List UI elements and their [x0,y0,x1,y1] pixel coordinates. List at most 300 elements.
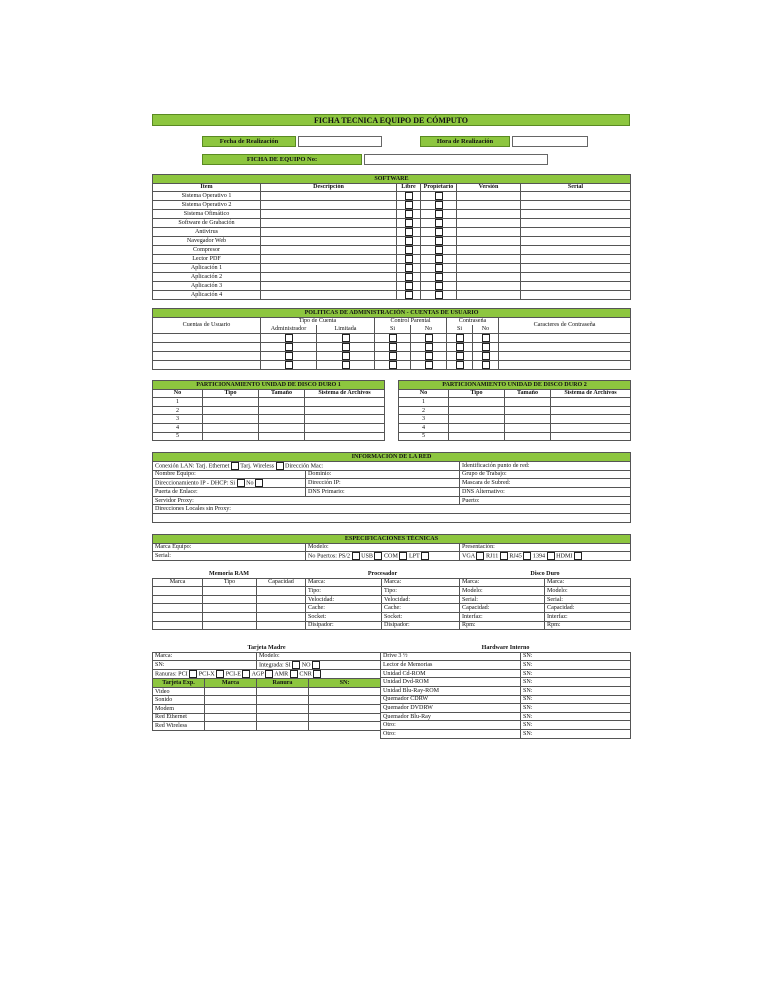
ram-tipo-field[interactable] [203,604,257,613]
exp-row [153,704,381,713]
conexion-label: Conexión LAN: [155,463,195,469]
admin-checkbox[interactable] [285,361,293,369]
proc-field: Cache: [382,604,460,613]
propietario-checkbox-cell [421,201,457,210]
puertos-row [306,552,460,561]
particion-tamano-field[interactable] [505,398,551,407]
pw-no-checkbox-cell [473,333,499,342]
ram-col-marca: Marca [153,578,203,587]
pw-si-checkbox[interactable] [456,334,464,342]
software-section [152,174,630,300]
hardware-row [381,652,631,661]
libre-checkbox[interactable] [405,273,413,281]
ps2-checkbox[interactable] [352,552,360,560]
madre-section [152,644,380,731]
particion-tipo-field[interactable] [449,423,505,432]
ram-tipo-field[interactable] [203,587,257,596]
software-row [153,282,631,291]
serial-field[interactable] [521,237,631,246]
cp-no-checkbox[interactable] [425,343,433,351]
cp-no-checkbox[interactable] [425,361,433,369]
limitada-checkbox[interactable] [342,343,350,351]
particion-tipo-field[interactable] [449,415,505,424]
libre-checkbox[interactable] [405,291,413,299]
software-row [153,246,631,255]
dominio-label: Dominio: [306,470,460,479]
serial-field[interactable] [521,192,631,201]
dhcp-si-label: Si [229,480,236,487]
exp-marca-field[interactable] [205,713,257,722]
pcie-checkbox[interactable] [242,670,250,678]
ip-label: Dirección IP: [306,479,460,488]
particion-tipo-field[interactable] [203,406,259,415]
hardware-sn: SN: [521,695,631,704]
caracteres-field[interactable] [499,351,631,360]
exp-sn-field[interactable] [309,687,381,696]
hardware-item: Quemador CDRW [381,695,521,704]
hardware-sn: SN: [521,721,631,730]
software-desc-field[interactable] [261,201,397,210]
particion-sistema-field[interactable] [551,432,631,441]
version-field[interactable] [457,237,521,246]
software-row [153,219,631,228]
proc-field: Marca: [382,578,460,587]
hdmi-label: HDMI [556,553,573,560]
propietario-checkbox[interactable] [435,219,443,227]
particion-tipo-field[interactable] [203,432,259,441]
exp-ranura-field[interactable] [257,696,309,705]
ram-capacidad-field[interactable] [257,612,306,621]
cp-no-checkbox[interactable] [425,352,433,360]
pw-no-checkbox[interactable] [482,352,490,360]
red-blank-row[interactable] [153,513,631,522]
libre-checkbox[interactable] [405,192,413,200]
pw-si-checkbox-cell [447,351,473,360]
software-item: Aplicación 2 [153,273,261,282]
particion-no: 1 [399,398,449,407]
lpt-checkbox[interactable] [421,552,429,560]
pw-no-checkbox-cell [473,342,499,351]
particion-tamano-field[interactable] [259,398,305,407]
tipo-cuenta-label: Tipo de Cuenta [261,317,375,325]
propietario-checkbox[interactable] [435,192,443,200]
propietario-checkbox[interactable] [435,282,443,290]
pw-no-checkbox[interactable] [482,343,490,351]
proc-field: Tipo: [382,587,460,596]
exp-sn-field[interactable] [309,722,381,731]
particion-sistema-field[interactable] [551,398,631,407]
hdmi-checkbox[interactable] [574,552,582,560]
cuentas-label: Cuentas de Usuario [153,317,261,333]
admin-checkbox[interactable] [285,343,293,351]
cp-no-checkbox[interactable] [425,334,433,342]
version-field[interactable] [457,228,521,237]
disco-field: Interfaz: [460,612,545,621]
ram-capacidad-field[interactable] [257,595,306,604]
agp-checkbox[interactable] [265,670,273,678]
libre-checkbox[interactable] [405,264,413,272]
particion-row [153,406,385,415]
rj45-label: RJ45 [509,553,522,560]
hardware-row [381,678,631,687]
disco-field: Interfaz: [545,612,631,621]
serial-field[interactable] [521,255,631,264]
serial-field[interactable] [521,201,631,210]
version-field[interactable] [457,264,521,273]
limitada-label: Limitada [317,325,375,333]
p1-col-tamano: Tamaño [259,389,305,398]
particion-tamano-field[interactable] [505,415,551,424]
serial-field[interactable] [521,246,631,255]
ram-marca-field[interactable] [153,604,203,613]
cuenta-field[interactable] [153,333,261,342]
integrada-si-checkbox[interactable] [292,661,300,669]
particion-sistema-field[interactable] [551,415,631,424]
cp-no-label: No [411,325,447,333]
version-field[interactable] [457,246,521,255]
particion-tipo-field[interactable] [203,398,259,407]
ram-tipo-field[interactable] [203,621,257,630]
particion-tamano-field[interactable] [259,415,305,424]
tarjeta-exp-col: Tarjeta Exp. [153,679,205,688]
libre-checkbox-cell [397,255,421,264]
propietario-checkbox[interactable] [435,246,443,254]
version-field[interactable] [457,291,521,300]
exp-ranura-field[interactable] [257,722,309,731]
p2-col-tipo: Tipo [449,389,505,398]
limitada-checkbox[interactable] [342,361,350,369]
madre-modelo: Modelo: [257,652,381,661]
cuenta-field[interactable] [153,342,261,351]
propietario-checkbox-cell [421,219,457,228]
admin-checkbox-cell [261,360,317,369]
propietario-checkbox[interactable] [435,237,443,245]
hardware-item: Unidad Cd-ROM [381,669,521,678]
version-field[interactable] [457,219,521,228]
rj11-label: RJ11 [485,553,499,560]
software-item: Navegador Web [153,237,261,246]
propietario-checkbox[interactable] [435,228,443,236]
software-item: Aplicación 3 [153,282,261,291]
p1394-checkbox[interactable] [547,552,555,560]
exp-marca-field[interactable] [205,722,257,731]
hardware-row [381,712,631,721]
modelo-label: Modelo: [306,543,460,552]
pw-si-checkbox-cell [447,342,473,351]
software-item: Antivirus [153,228,261,237]
software-desc-field[interactable] [261,246,397,255]
particion-tamano-field[interactable] [259,423,305,432]
exp-ranura-field[interactable] [257,713,309,722]
particion-sistema-field[interactable] [305,415,385,424]
particion-no: 1 [153,398,203,407]
caracteres-field[interactable] [499,342,631,351]
particion-sistema-field[interactable] [551,406,631,415]
caracteres-field[interactable] [499,360,631,369]
cp-si-checkbox[interactable] [389,334,397,342]
caracteres-label: Caracteres de Contraseña [499,317,631,333]
serial-field[interactable] [521,219,631,228]
particion-tipo-field[interactable] [449,432,505,441]
proc-field: Socket: [306,612,382,621]
exp-marca-field[interactable] [205,704,257,713]
pcie-label: PCI-E [225,671,241,678]
libre-checkbox-cell [397,291,421,300]
libre-checkbox[interactable] [405,210,413,218]
disco-field: Marca: [460,578,545,587]
serial-field[interactable] [521,282,631,291]
hardware-title: Hardware Interno [481,644,530,651]
libre-checkbox-cell [397,201,421,210]
cp-si-label: Si [375,325,411,333]
cp-si-checkbox[interactable] [389,361,397,369]
version-field[interactable] [457,255,521,264]
cp-no-checkbox-cell [411,360,447,369]
version-field[interactable] [457,273,521,282]
particion-tamano-field[interactable] [505,423,551,432]
integrada-no-label: NO [301,662,311,669]
particion-tipo-field[interactable] [203,415,259,424]
exp-sn-field[interactable] [309,713,381,722]
particion-row [399,406,631,415]
particion-row [399,423,631,432]
admin-label: Administrador [261,325,317,333]
pci-checkbox[interactable] [189,670,197,678]
serial-field[interactable] [521,264,631,273]
propietario-checkbox[interactable] [435,264,443,272]
propietario-checkbox-cell [421,282,457,291]
grupo-label: Grupo de Trabajo: [460,470,631,479]
exp-marca-field[interactable] [205,687,257,696]
libre-checkbox-cell [397,219,421,228]
propietario-checkbox-cell [421,210,457,219]
software-desc-field[interactable] [261,192,397,201]
exp-sn-field[interactable] [309,696,381,705]
software-desc-field[interactable] [261,273,397,282]
ram-marca-field[interactable] [153,621,203,630]
hw-specs-section [152,570,630,630]
cuenta-row [153,342,631,351]
libre-checkbox[interactable] [405,201,413,209]
dhcp-no-checkbox[interactable] [255,479,263,487]
integrada-row [257,661,381,670]
wireless-label: Tarj. Wireless [240,463,274,469]
software-item: Aplicación 1 [153,264,261,273]
software-desc-field[interactable] [261,255,397,264]
libre-checkbox[interactable] [405,219,413,227]
libre-checkbox[interactable] [405,237,413,245]
ethernet-label: Tarj. Ethernet [195,463,230,469]
rj45-checkbox[interactable] [523,552,531,560]
libre-checkbox-cell [397,210,421,219]
control-parental-label: Control Parental [375,317,447,325]
admin-checkbox[interactable] [285,352,293,360]
software-desc-field[interactable] [261,237,397,246]
serial-field[interactable] [521,228,631,237]
version-field[interactable] [457,201,521,210]
particion-sistema-field[interactable] [305,406,385,415]
ram-tipo-field[interactable] [203,612,257,621]
exp-ranura-field[interactable] [257,687,309,696]
serial-field[interactable] [521,291,631,300]
limitada-checkbox-cell [317,342,375,351]
particion-sistema-field[interactable] [305,423,385,432]
version-field[interactable] [457,192,521,201]
software-item: Software de Grabación [153,219,261,228]
pw-si-checkbox[interactable] [456,343,464,351]
dhcp-si-checkbox[interactable] [237,479,245,487]
cuenta-row [153,333,631,342]
particion-tamano-field[interactable] [259,406,305,415]
version-field[interactable] [457,282,521,291]
particion-tipo-field[interactable] [449,406,505,415]
particion-sistema-field[interactable] [305,398,385,407]
particion-sistema-field[interactable] [305,432,385,441]
software-desc-field[interactable] [261,228,397,237]
limitada-checkbox[interactable] [342,352,350,360]
puerto-label: Puerto: [460,496,631,505]
col-serial: Serial [521,183,631,192]
libre-checkbox-cell [397,264,421,273]
cuenta-field[interactable] [153,351,261,360]
cp-si-checkbox[interactable] [389,352,397,360]
pcix-checkbox[interactable] [216,670,224,678]
software-item: Sistema Operativo 2 [153,201,261,210]
pw-no-checkbox[interactable] [482,334,490,342]
limitada-checkbox[interactable] [342,334,350,342]
particion-1-title: PARTICIONAMIENTO UNIDAD DE DISCO DURO 1 [153,381,385,390]
caracteres-field[interactable] [499,333,631,342]
software-desc-field[interactable] [261,264,397,273]
usb-label: USB [361,553,373,560]
hw-spec-row [153,612,631,621]
red-section [152,452,630,523]
marca-equipo-label: Marca Equipo: [153,543,306,552]
libre-checkbox[interactable] [405,246,413,254]
amr-label: AMR [274,671,289,678]
wireless-checkbox[interactable] [276,462,284,470]
software-desc-field[interactable] [261,219,397,228]
propietario-checkbox-cell [421,273,457,282]
particion-2-section [398,380,630,441]
exp-row [153,722,381,731]
serial-field[interactable] [521,273,631,282]
cuenta-field[interactable] [153,360,261,369]
hardware-row [381,721,631,730]
hora-label: Hora de Realización [420,136,510,147]
software-desc-field[interactable] [261,291,397,300]
pw-si-checkbox[interactable] [456,361,464,369]
software-row [153,192,631,201]
propietario-checkbox[interactable] [435,273,443,281]
propietario-checkbox[interactable] [435,291,443,299]
cp-si-checkbox-cell [375,342,411,351]
limitada-checkbox-cell [317,351,375,360]
cp-si-checkbox[interactable] [389,343,397,351]
propietario-checkbox[interactable] [435,255,443,263]
software-row [153,237,631,246]
cp-si-checkbox-cell [375,360,411,369]
dhcp-no-label: No [246,480,254,487]
particion-row [153,423,385,432]
libre-checkbox[interactable] [405,228,413,236]
particion-tamano-field[interactable] [505,432,551,441]
proxy-label: Servidor Proxy: [153,496,460,505]
particion-tamano-field[interactable] [505,406,551,415]
hardware-sn: SN: [521,704,631,713]
hardware-item: Quemador DVDRW [381,704,521,713]
p1-col-tipo: Tipo [203,389,259,398]
version-field[interactable] [457,210,521,219]
ram-capacidad-field[interactable] [257,621,306,630]
particion-tamano-field[interactable] [259,432,305,441]
proc-field: Socket: [382,612,460,621]
ficha-field[interactable] [364,154,548,165]
libre-checkbox[interactable] [405,255,413,263]
exp-marca-field[interactable] [205,696,257,705]
particion-tipo-field[interactable] [203,423,259,432]
particion-tipo-field[interactable] [449,398,505,407]
rj11-checkbox[interactable] [500,552,508,560]
particion-row [153,398,385,407]
software-desc-field[interactable] [261,282,397,291]
ethernet-checkbox[interactable] [231,462,239,470]
ranuras-label: Ranuras: PCI [155,671,188,678]
cp-no-checkbox-cell [411,351,447,360]
propietario-checkbox[interactable] [435,210,443,218]
conexion-lan-row [153,461,460,470]
particion-row [153,415,385,424]
libre-checkbox[interactable] [405,282,413,290]
ram-capacidad-field[interactable] [257,604,306,613]
ram-marca-field[interactable] [153,587,203,596]
admin-checkbox[interactable] [285,334,293,342]
ram-col-capacidad: Capacidad [257,578,306,587]
particion-no: 5 [153,432,203,441]
exp-sn-field[interactable] [309,704,381,713]
hardware-sn: SN: [521,652,631,661]
p2-col-no: No [399,389,449,398]
libre-checkbox-cell [397,237,421,246]
fecha-field[interactable] [298,136,382,147]
hora-field[interactable] [512,136,588,147]
pw-no-checkbox[interactable] [482,361,490,369]
exp-ranura-field[interactable] [257,704,309,713]
vga-checkbox[interactable] [476,552,484,560]
cp-si-checkbox-cell [375,333,411,342]
ident-label: Identificación punto de red: [460,461,631,470]
ram-capacidad-field[interactable] [257,587,306,596]
ram-marca-field[interactable] [153,595,203,604]
lpt-label: LPT [408,553,420,560]
software-desc-field[interactable] [261,210,397,219]
ram-marca-field[interactable] [153,612,203,621]
cnr-checkbox[interactable] [313,670,321,678]
com-checkbox[interactable] [399,552,407,560]
exp-row [153,687,381,696]
limitada-checkbox-cell [317,360,375,369]
particion-sistema-field[interactable] [551,423,631,432]
hw-spec-row [153,595,631,604]
propietario-checkbox[interactable] [435,201,443,209]
pw-si-checkbox[interactable] [456,352,464,360]
integrada-no-checkbox[interactable] [312,661,320,669]
serial-field[interactable] [521,210,631,219]
dns1-label: DNS Primario: [306,488,460,497]
amr-checkbox[interactable] [290,670,298,678]
usb-checkbox[interactable] [374,552,382,560]
ram-tipo-field[interactable] [203,595,257,604]
